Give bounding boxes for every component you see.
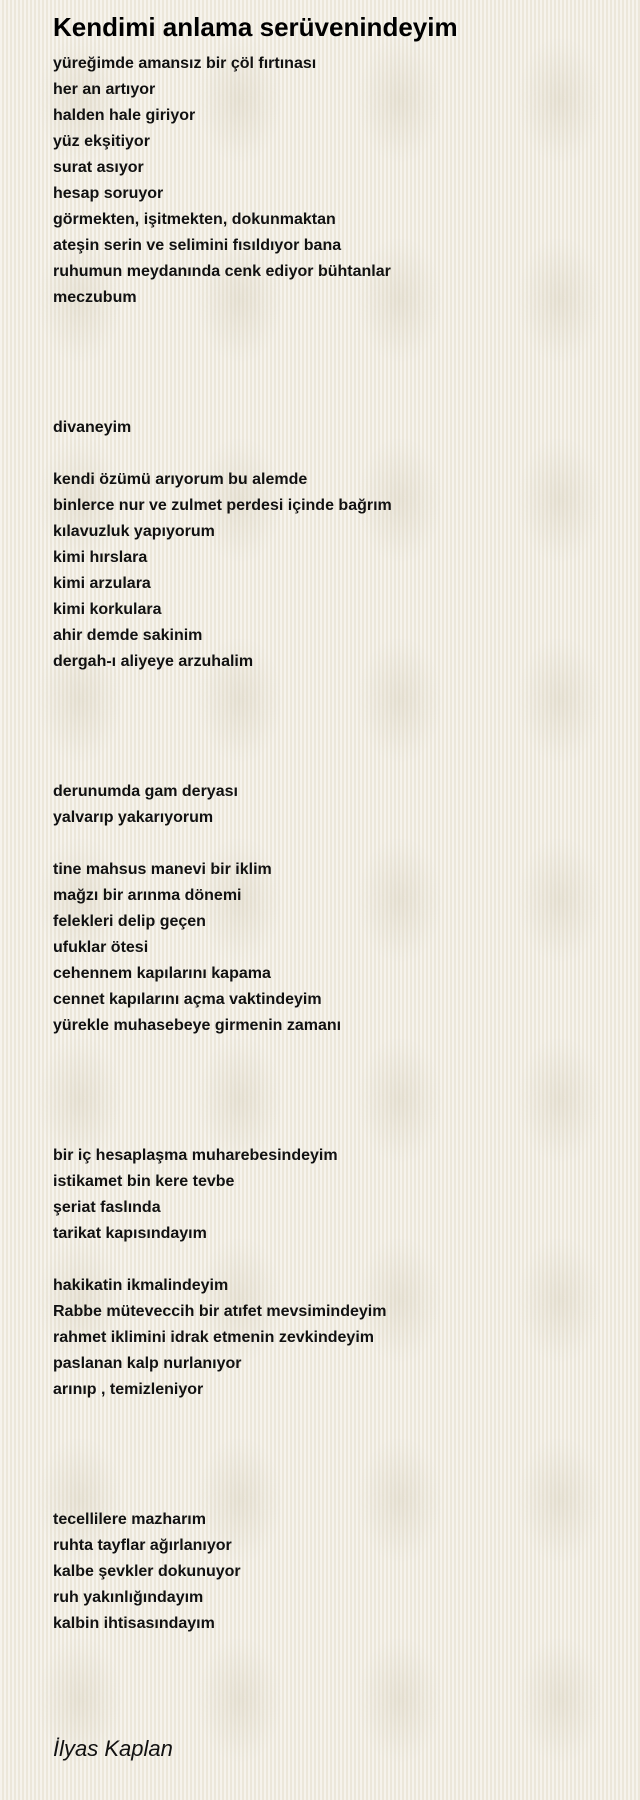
poem-line: surat asıyor (53, 159, 144, 176)
stanza-4 (53, 779, 640, 831)
stanza-3 (53, 467, 640, 675)
poem-line: ruhumun meydanında cenk ediyor bühtanlar (53, 263, 391, 280)
stanza-7 (53, 1273, 640, 1403)
poem-line: ruhta tayflar ağırlanıyor (53, 1537, 232, 1554)
poem-line: cennet kapılarını açma vaktindeyim (53, 991, 322, 1008)
poem-line: tarikat kapısındayım (53, 1225, 207, 1242)
poem-line: paslanan kalp nurlanıyor (53, 1355, 242, 1372)
poem-line: hakikatin ikmalindeyim (53, 1277, 229, 1294)
poem-line: şeriat faslında (53, 1199, 161, 1216)
poem-line: ahir demde sakinim (53, 627, 203, 644)
poem-line: kimi hırslara (53, 549, 148, 566)
poem-line: kendi özümü arıyorum bu alemde (53, 471, 308, 488)
poem-line: istikamet bin kere tevbe (53, 1173, 235, 1190)
poem-line: ufuklar ötesi (53, 939, 149, 956)
poem-line: yüreğimde amansız bir çöl fırtınası (53, 55, 317, 72)
poem-line: kalbin ihtisasındayım (53, 1615, 215, 1632)
poem-line: arınıp , temizleniyor (53, 1381, 204, 1398)
poem-line: yürekle muhasebeye girmenin zamanı (53, 1017, 342, 1034)
poem-title: Kendimi anlama serüvenindeyim (53, 12, 458, 42)
poem-line: kalbe şevkler dokunuyor (53, 1563, 241, 1580)
poem-line: divaneyim (53, 419, 132, 436)
poem-line: Rabbe müteveccih bir atıfet mevsimindeyim (53, 1303, 387, 1320)
poem-body (53, 51, 640, 1637)
stanza-6 (53, 1143, 640, 1247)
poem-line: tine mahsus manevi bir iklim (53, 861, 272, 878)
poem-line: ateşin serin ve selimini fısıldıyor bana (53, 237, 342, 254)
poem-line: yalvarıp yakarıyorum (53, 809, 214, 826)
poem-line: bir iç hesaplaşma muharebesindeyim (53, 1147, 338, 1164)
poem-line: rahmet iklimini idrak etmenin zevkindeyim (53, 1329, 374, 1346)
stanza-8 (53, 1507, 640, 1637)
poem-line: halden hale giriyor (53, 107, 196, 124)
poem-line: kılavuzluk yapıyorum (53, 523, 215, 540)
stanza-5 (53, 857, 640, 1039)
poem-line: tecellilere mazharım (53, 1511, 206, 1528)
poem-line: derunumda gam deryası (53, 783, 238, 800)
poem-line: meczubum (53, 289, 137, 306)
author-name: İlyas Kaplan (53, 1736, 173, 1761)
poem-line: cehennem kapılarını kapama (53, 965, 271, 982)
stanza-2 (53, 415, 640, 441)
poem-line: ruh yakınlığındayım (53, 1589, 204, 1606)
poem-line: binlerce nur ve zulmet perdesi içinde bağrım (53, 497, 392, 514)
poem-line: görmekten, işitmekten, dokunmaktan (53, 211, 336, 228)
poem-line: kimi arzulara (53, 575, 151, 592)
poem-line: yüz ekşitiyor (53, 133, 150, 150)
stanza-1 (53, 51, 640, 311)
poem-line: hesap soruyor (53, 185, 164, 202)
poem-line: dergah-ı aliyeye arzuhalim (53, 653, 254, 670)
poem-line: felekleri delip geçen (53, 913, 206, 930)
poem-line: kimi korkulara (53, 601, 162, 618)
poem-line: her an artıyor (53, 81, 156, 98)
poem-line: mağzı bir arınma dönemi (53, 887, 242, 904)
